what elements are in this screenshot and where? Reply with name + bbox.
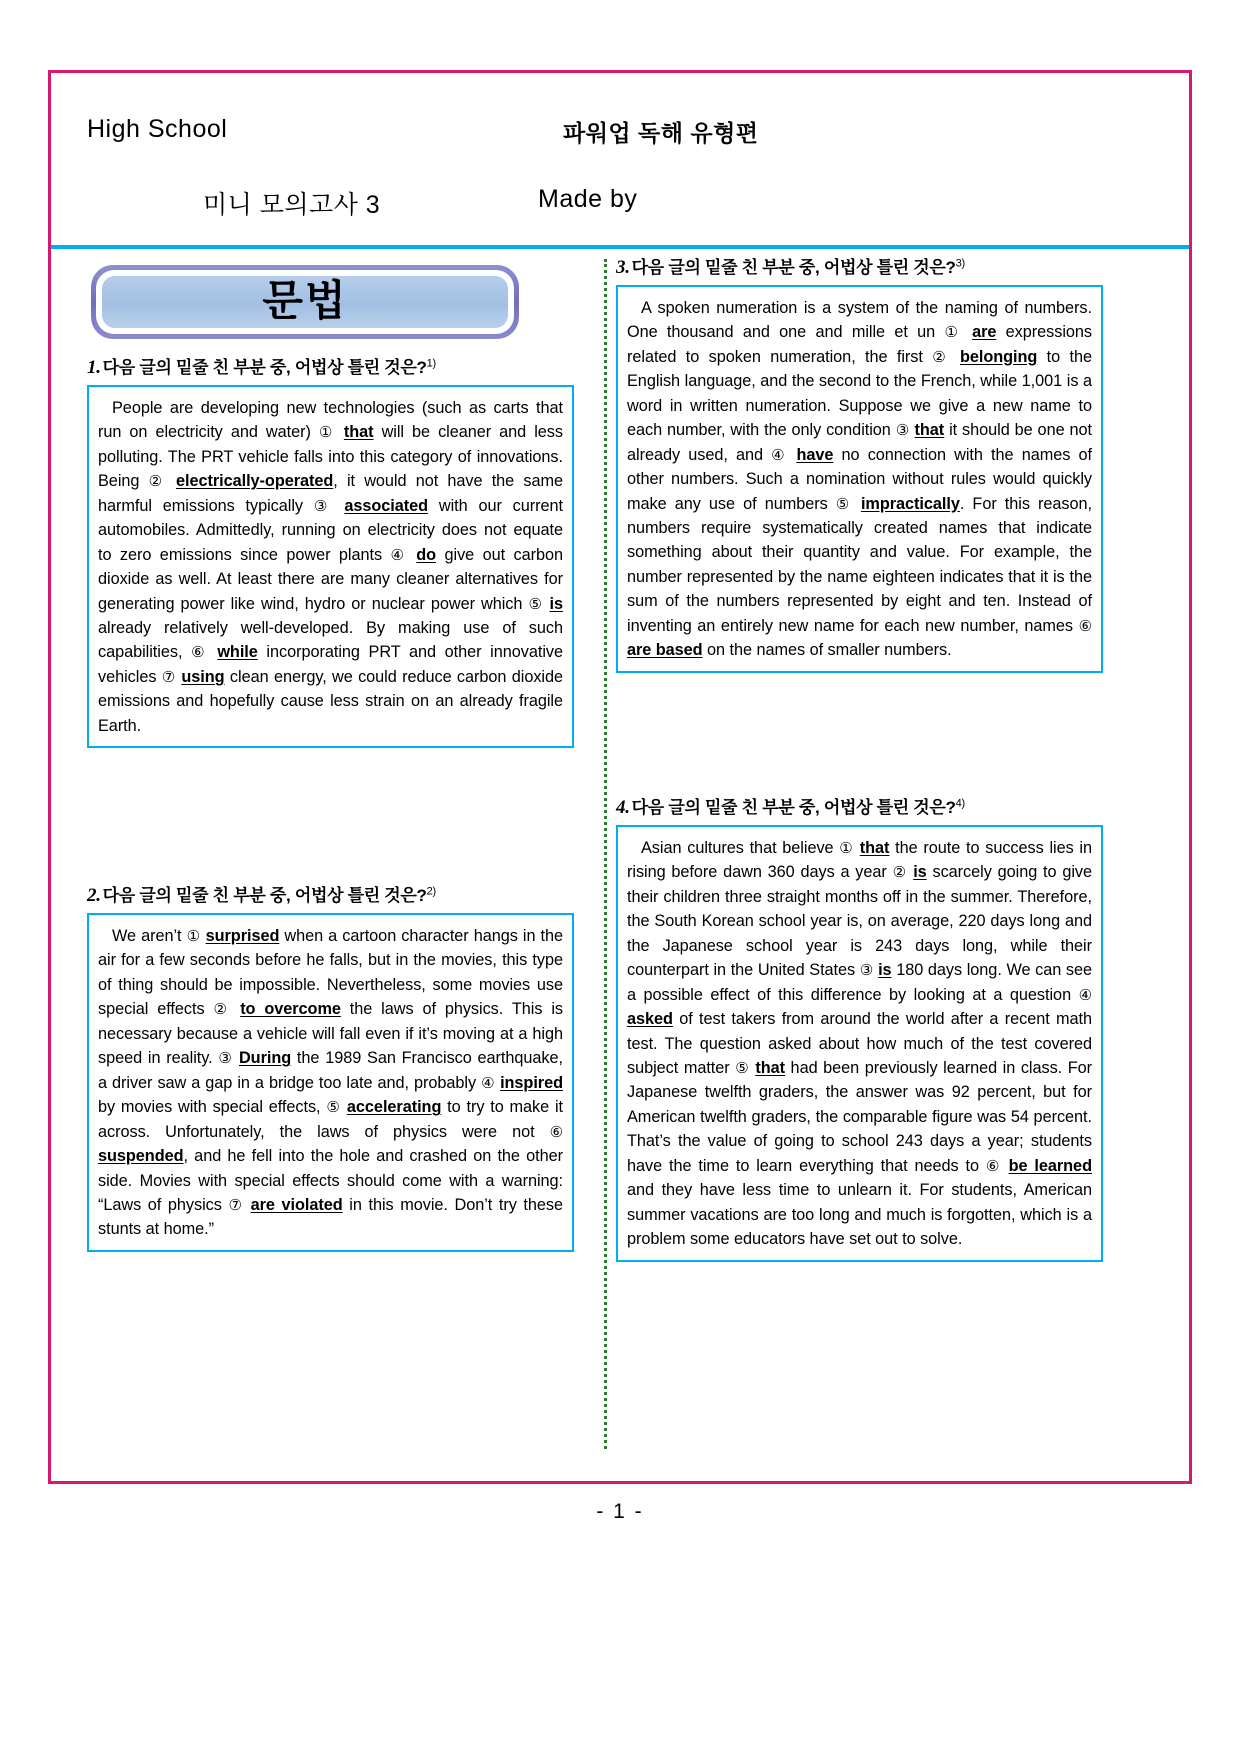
school-label: High School — [87, 115, 228, 143]
question-1-prompt-text: 다음 글의 밑줄 친 부분 중, 어법상 틀린 것은? — [102, 358, 427, 377]
page-frame — [48, 70, 1192, 1484]
section-title-plate — [91, 265, 519, 339]
question-4-prompt-text: 다음 글의 밑줄 친 부분 중, 어법상 틀린 것은? — [631, 798, 956, 817]
question-2-passage: We aren’t ① surprised when a cartoon character hangs in the air for a few seconds before he falls, but in the movies, this type of thing should be impossible. Nevertheless, some movies use special effects ② to overcome the laws of physics. This is necessary because a vehicle will fall even if it’s moving at a high speed in reality. ③ During the 1989 San Francisco earthquake, a driver saw a gap in a bridge too late and, probably ④ inspired by movies with special effects, ⑤ accelerating to try to make it across. Unfortunately, the laws of physics were not ⑥ suspended, and he fell into the hole and crashed on the other side. Movies with special effects should come with a warning: “Laws of physics ⑦ are violated in this movie. Don’t try these stunts at home.” — [87, 913, 574, 1252]
section-title-plate-core — [100, 274, 510, 330]
content-columns — [51, 249, 1189, 1483]
section-title-plate-inner — [96, 270, 514, 334]
question-4-passage: Asian cultures that believe ① that the route to success lies in rising before dawn 360 days a year ② is scarcely going to give their children three straight months off in the summer. Therefore, the South Korean school year is, on average, 220 days long and the Japanese school year is 243 days long, while their counterpart in the United States ③ is 180 days long. We can see a possible effect of this difference by looking at a question ④ asked of test takers from around the world after a recent math test. The question asked about how much of the test covered subject matter ⑤ that had been previously learned in class. For Japanese twelfth graders, the answer was 92 percent, but for American twelfth graders, the comparable figure was 54 percent. That’s the value of going to school 243 days a year; students have the time to learn everything that needs to ⑥ be learned and they have less time to unlearn it. For students, American summer vacations are too long and much is forgotten, which is a problem some educators have set out to solve. — [616, 825, 1103, 1262]
question-2-prompt — [87, 885, 574, 908]
question-1-prompt — [87, 357, 574, 380]
question-1 — [87, 357, 574, 748]
question-4-number: 4. — [616, 797, 630, 818]
page-header — [51, 73, 1189, 245]
question-3-number: 3. — [616, 257, 630, 278]
question-1-passage: People are developing new technologies (such as carts that run on electricity and water) ① that will be cleaner and less polluting. The PRT vehicle falls into this category of innovations. Being ② electrically-operated, it would not have the same harmful emissions typically ③ associated with our current automobiles. Admittedly, running on electricity does not equate to zero emissions since power plants ④ do give out carbon dioxide as well. At least there are many cleaner alternatives for generating power like wind, hydro or nuclear power which ⑤ is already relatively well-developed. By making use of such capabilities, ⑥ while incorporating PRT and other innovative vehicles ⑦ using clean energy, we could reduce carbon dioxide emissions and hopefully cause less strain on an already fragile Earth. — [87, 385, 574, 749]
right-column — [616, 249, 1103, 1483]
column-divider — [604, 259, 607, 1449]
question-2-footnote: 2) — [426, 885, 436, 898]
exam-title: 미니 모의고사 3 — [203, 191, 381, 219]
question-3 — [616, 257, 1103, 673]
left-column — [73, 249, 563, 1483]
question-1-number: 1. — [87, 357, 101, 378]
section-title-text: 문법 — [262, 276, 348, 324]
question-3-prompt-text: 다음 글의 밑줄 친 부분 중, 어법상 틀린 것은? — [631, 258, 956, 277]
question-4-prompt — [616, 797, 1103, 820]
question-2 — [87, 885, 574, 1252]
question-3-prompt — [616, 257, 1103, 280]
question-3-passage: A spoken numeration is a system of the naming of numbers. One thousand and one and mille et un ① are expressions related to spoken numeration, the first ② belonging to the English language, and the second to the French, while 1,001 is a word in written numeration. Suppose we give a new name to each number, with the only condition ③ that it should be one not already used, and ④ have no connection with the names of other numbers. Such a nomination without rules would quickly make any use of numbers ⑤ impractically. For this reason, numbers require systematically created names that indicate something about their quantity and value. For example, the number represented by the name eighteen indicates that it is the sum of the numbers represented by eight and ten. Instead of inventing an entirely new name for each new number, names ⑥ are based on the names of smaller numbers. — [616, 285, 1103, 673]
question-2-prompt-text: 다음 글의 밑줄 친 부분 중, 어법상 틀린 것은? — [102, 886, 427, 905]
made-by-label: Made by — [538, 185, 638, 213]
page-number: - 1 - — [596, 1500, 644, 1523]
question-3-footnote: 3) — [955, 257, 965, 270]
question-1-footnote: 1) — [426, 357, 436, 370]
question-2-number: 2. — [87, 885, 101, 906]
book-title: 파워업 독해 유형편 — [563, 120, 759, 146]
page-footer — [0, 1500, 1240, 1524]
question-4-footnote: 4) — [955, 797, 965, 810]
question-4 — [616, 797, 1103, 1262]
